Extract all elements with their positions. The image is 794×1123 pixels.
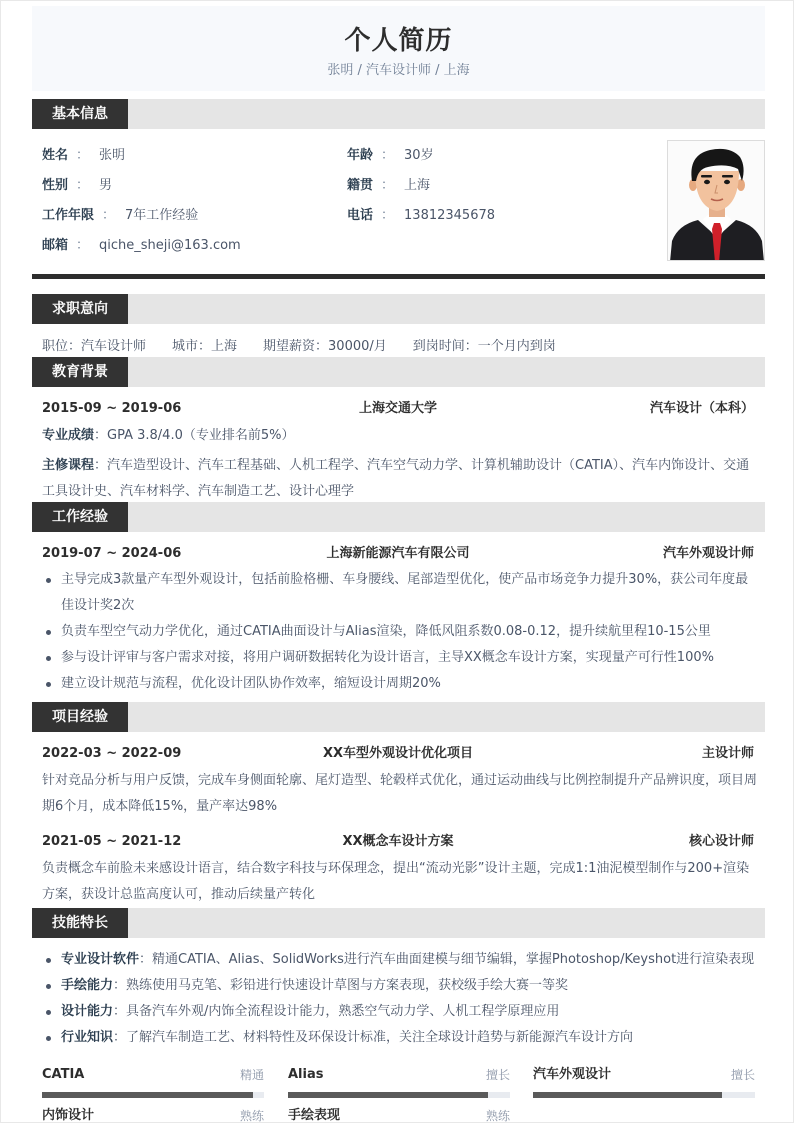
intent-position: 职位：汽车设计师	[42, 339, 147, 354]
info-label: 邮箱	[42, 238, 69, 253]
info-value: 13812345678	[404, 208, 496, 223]
info-name: 姓名 ： 张明	[42, 148, 126, 163]
info-label: 性别	[42, 178, 69, 193]
skills-bullets	[42, 947, 757, 1051]
progress-track	[288, 1092, 510, 1098]
list-item: 建立设计规范与流程，优化设计团队协作效率，缩短设计周期20%	[42, 671, 757, 697]
section-header-intent	[32, 294, 765, 324]
job-intent-row	[42, 338, 582, 356]
courses-label: 主修课程	[42, 458, 95, 473]
project-role: 主设计师	[701, 746, 754, 761]
list-item: 行业知识：了解汽车制造工艺、材料特性及环保设计标准，关注全球设计趋势与新能源汽车设计方向	[42, 1025, 757, 1051]
section-header-education	[32, 357, 765, 387]
work-period: 2019-07 ~ 2024-06	[42, 546, 182, 561]
skill-level: 擅长	[485, 1068, 510, 1082]
info-email: 邮箱 ： qiche_sheji@163.com	[42, 238, 241, 253]
section-header-skills	[32, 908, 765, 938]
info-value: 上海	[404, 178, 431, 193]
work-entry-header	[42, 545, 754, 563]
skill-bar	[42, 1107, 264, 1123]
info-label: 姓名	[42, 148, 69, 163]
education-entry-header	[42, 400, 754, 418]
skill-name: 内饰设计	[42, 1108, 95, 1123]
progress-fill	[533, 1092, 722, 1098]
skill-level: 熟练	[239, 1109, 264, 1123]
section-tag: 求职意向	[32, 294, 128, 324]
education-courses	[42, 453, 757, 505]
progress-fill	[42, 1092, 253, 1098]
info-age: 年龄 ： 30岁	[347, 148, 434, 163]
skill-level: 擅长	[730, 1068, 755, 1082]
section-header-basic	[32, 99, 765, 129]
section-tag: 教育背景	[32, 357, 128, 387]
skill-name: CATIA	[42, 1067, 85, 1082]
info-label: 年龄	[347, 148, 374, 163]
info-phone: 电话 ： 13812345678	[347, 208, 496, 223]
info-value: 7年工作经验	[125, 208, 199, 223]
education-school: 上海交通大学	[358, 401, 437, 416]
project-period: 2022-03 ~ 2022-09	[42, 746, 182, 761]
skill-bar	[533, 1066, 755, 1084]
skill-name: 汽车外观设计	[533, 1067, 612, 1082]
work-company: 上海新能源汽车有限公司	[326, 546, 470, 561]
project-description: 负责概念车前脸未来感设计语言，结合数字科技与环保理念，提出“流动光影”设计主题，完成1:1油泥模型制作与200+渲染方案，获设计总监高度认可，推动后续量产转化	[42, 861, 750, 902]
info-hometown: 籍贯 ： 上海	[347, 178, 431, 193]
section-divider	[32, 274, 765, 279]
info-label: 电话	[347, 208, 374, 223]
skill-name: 手绘表现	[288, 1108, 341, 1123]
project-period: 2021-05 ~ 2021-12	[42, 834, 182, 849]
skill-bar	[288, 1066, 510, 1084]
section-tag: 基本信息	[32, 99, 128, 129]
skill-bar	[288, 1107, 510, 1123]
info-experience: 工作年限 ： 7年工作经验	[42, 208, 199, 223]
project-entry-header	[42, 833, 754, 851]
list-item: 专业设计软件：精通CATIA、Alias、SolidWorks进行汽车曲面建模与细节编辑，掌握Photoshop/Keyshot进行渲染表现	[42, 947, 757, 973]
list-item: 主导完成3款量产车型外观设计，包括前脸格栅、车身腰线、尾部造型优化，使产品市场竞争力提升30%，获公司年度最佳设计奖2次	[42, 567, 757, 619]
section-tag: 工作经验	[32, 502, 128, 532]
avatar-illustration-icon	[668, 141, 765, 261]
progress-track	[533, 1092, 755, 1098]
list-item: 手绘能力：熟练使用马克笔、彩铅进行快速设计草图与方案表现，获校级手绘大赛一等奖	[42, 973, 757, 999]
project-name: XX车型外观设计优化项目	[322, 746, 474, 761]
list-item: 设计能力：具备汽车外观/内饰全流程设计能力，熟悉空气动力学、人机工程学原理应用	[42, 999, 757, 1025]
project-entry-header	[42, 745, 754, 763]
skill-bar	[42, 1066, 264, 1084]
courses-value: ：汽车造型设计、汽车工程基础、人机工程学、汽车空气动力学、计算机辅助设计（CATIA）、汽车内饰设计、交通工具设计史、汽车材料学、汽车制造工艺、设计心理学	[42, 458, 750, 499]
profile-photo	[667, 140, 765, 261]
info-value: qiche_sheji@163.com	[99, 238, 241, 253]
list-item: 参与设计评审与客户需求对接，将用户调研数据转化为设计语言，主导XX概念车设计方案，实现量产可行性100%	[42, 645, 757, 671]
info-value: 30岁	[404, 148, 434, 163]
education-period: 2015-09 ~ 2019-06	[42, 401, 182, 416]
info-value: 男	[99, 178, 113, 193]
education-gpa	[42, 423, 757, 449]
info-gender: 性别 ： 男	[42, 178, 113, 193]
list-item: 负责车型空气动力学优化，通过CATIA曲面设计与Alias渲染，降低风阻系数0.08-0.12，提升续航里程10-15公里	[42, 619, 757, 645]
progress-track	[42, 1092, 264, 1098]
info-label: 工作年限	[42, 208, 95, 223]
intent-salary: 期望薪资：30000/月	[263, 339, 387, 354]
page-title: 个人简历	[344, 26, 453, 56]
page-subtitle: 张明 / 汽车设计师 / 上海	[327, 63, 470, 78]
section-tag: 项目经验	[32, 702, 128, 732]
gpa-label: 专业成绩	[42, 428, 95, 443]
skill-level: 精通	[239, 1068, 264, 1082]
section-header-projects	[32, 702, 765, 732]
project-role: 核心设计师	[688, 834, 754, 849]
intent-availability: 到岗时间：一个月内到岗	[412, 339, 556, 354]
education-major: 汽车设计（本科）	[649, 401, 754, 416]
resume-header	[32, 6, 765, 91]
section-header-work	[32, 502, 765, 532]
project-name: XX概念车设计方案	[342, 834, 454, 849]
work-role: 汽车外观设计师	[662, 546, 754, 561]
info-label: 籍贯	[347, 178, 374, 193]
progress-fill	[288, 1092, 488, 1098]
intent-city: 城市：上海	[172, 339, 238, 354]
info-value: 张明	[99, 148, 126, 163]
skill-level: 熟练	[485, 1109, 510, 1123]
skill-name: Alias	[288, 1067, 324, 1082]
project-description: 针对竞品分析与用户反馈，完成车身侧面轮廓、尾灯造型、轮毂样式优化，通过运动曲线与比例控制提升产品辨识度，项目周期6个月，成本降低15%，量产率达98%	[42, 773, 758, 814]
section-tag: 技能特长	[32, 908, 128, 938]
work-bullets	[42, 567, 757, 697]
gpa-value: ：GPA 3.8/4.0（专业排名前5%）	[94, 428, 295, 443]
